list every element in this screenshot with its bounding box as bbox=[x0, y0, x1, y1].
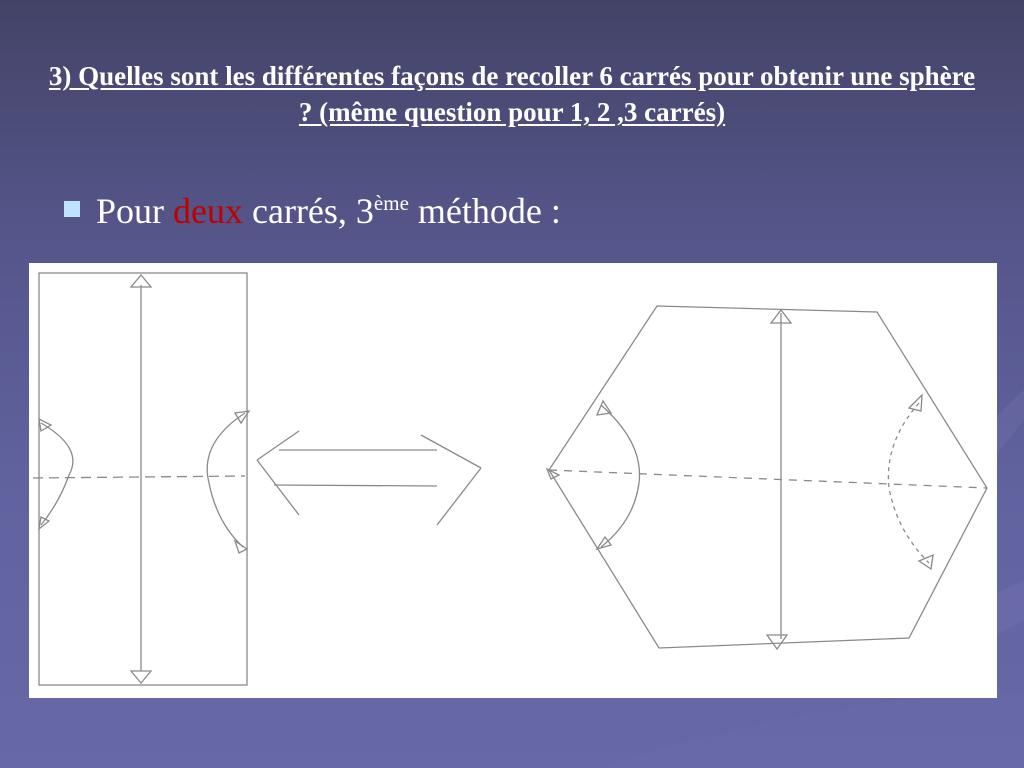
bullet-text-pre: Pour bbox=[96, 191, 174, 231]
bullet-text-post: méthode : bbox=[408, 191, 561, 231]
slide-title: 3) Quelles sont les différentes façons de recoller 6 carrés pour obtenir une sphère ? (même question pour 1, 2 ,3 carrés) bbox=[48, 61, 976, 127]
double-arrow-icon bbox=[257, 431, 481, 525]
folding-diagram bbox=[29, 263, 997, 698]
square-bullet-icon bbox=[64, 201, 80, 217]
arrow-down-icon bbox=[131, 671, 151, 683]
hexagon-drawing bbox=[547, 306, 987, 649]
arrow-icon bbox=[909, 395, 922, 411]
bullet-superscript: ème bbox=[373, 191, 409, 215]
arrow-icon bbox=[919, 555, 933, 569]
arrow-icon bbox=[235, 541, 247, 553]
arrow-down-icon bbox=[767, 635, 787, 649]
arrow-icon bbox=[597, 537, 611, 549]
rectangle-drawing bbox=[33, 273, 249, 685]
bullet-highlight: deux bbox=[173, 191, 243, 231]
arrow-icon bbox=[39, 517, 49, 529]
bullet-item bbox=[64, 190, 561, 232]
bullet-text-mid: carrés, 3 bbox=[243, 191, 374, 231]
